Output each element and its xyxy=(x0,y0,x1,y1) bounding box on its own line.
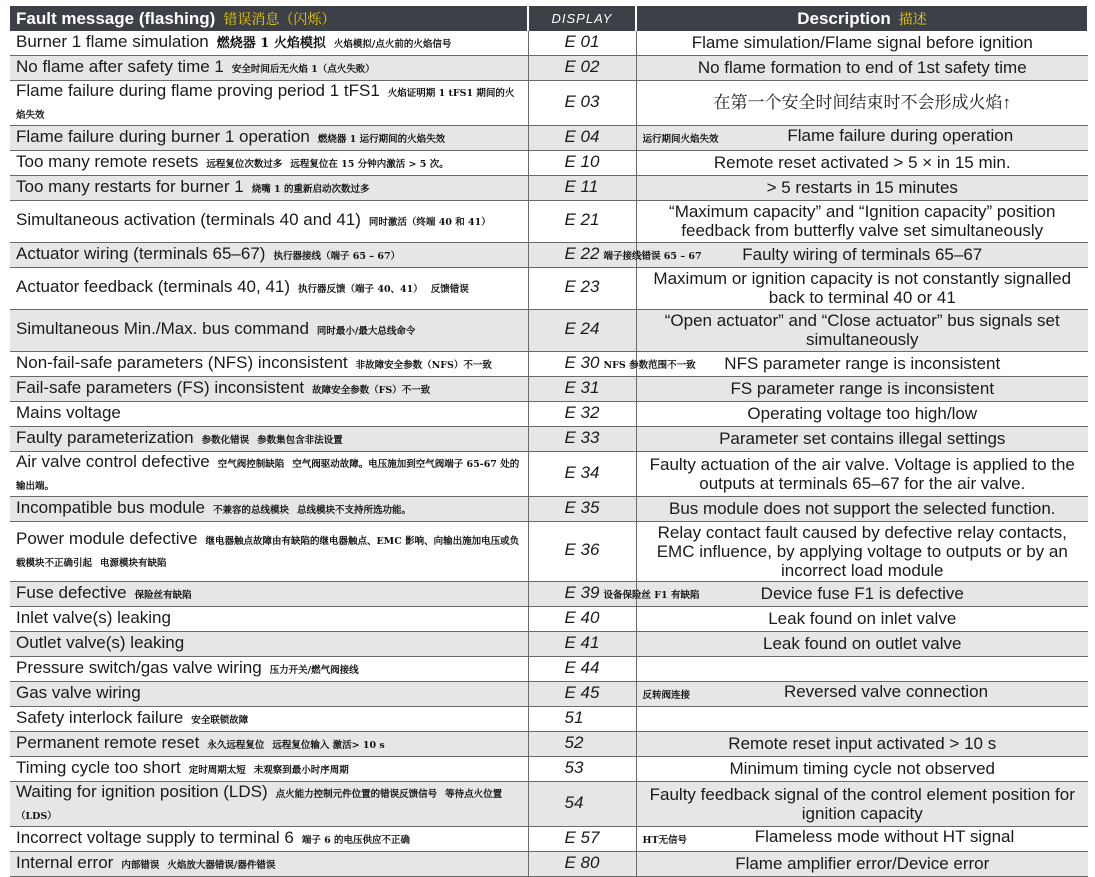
display-code: E 80 xyxy=(564,852,600,872)
table-row xyxy=(10,781,1088,826)
display-code-cell xyxy=(528,781,636,826)
fault-cell xyxy=(10,826,528,851)
display-code: E 04 xyxy=(564,126,600,146)
table-row xyxy=(10,125,1088,150)
table-row xyxy=(10,826,1088,851)
display-code: E 22 xyxy=(564,243,600,263)
fault-cell xyxy=(10,451,528,496)
display-code-cell xyxy=(528,631,636,656)
description-text: Flame failure during operation xyxy=(787,126,1014,145)
table-row xyxy=(10,175,1088,200)
description-cell xyxy=(636,200,1088,242)
table-row xyxy=(10,631,1088,656)
display-code: E 39 xyxy=(564,582,600,602)
description-cell xyxy=(636,242,1088,267)
description-cell xyxy=(636,756,1088,781)
table-row xyxy=(10,55,1088,80)
fault-note2-zh: 空气阀驱动故障。电压施加到空气阀端子 65-67 处的输出端。 xyxy=(16,458,520,492)
table-row xyxy=(10,309,1088,351)
description-text: FS parameter range is inconsistent xyxy=(730,379,995,398)
display-code: E 41 xyxy=(564,632,600,652)
fault-text: No flame after safety time 1 xyxy=(16,56,224,76)
display-code: E 40 xyxy=(564,607,600,627)
display-code-cell xyxy=(528,656,636,681)
fault-text: Pressure switch/gas valve wiring xyxy=(16,657,262,677)
description-text: Leak found on outlet valve xyxy=(763,634,962,653)
fault-text: Flame failure during burner 1 operation xyxy=(16,126,310,146)
display-code-cell xyxy=(528,351,696,376)
description-note-zh: HT无信号 xyxy=(642,835,688,846)
description-cell xyxy=(636,55,1088,80)
display-code-cell xyxy=(528,309,636,351)
fault-cell xyxy=(10,175,528,200)
fault-text: Incompatible bus module xyxy=(16,497,206,517)
display-code-cell xyxy=(528,401,636,426)
table-row xyxy=(10,150,1088,175)
fault-text: Too many restarts for burner 1 xyxy=(16,176,244,196)
description-cell xyxy=(636,731,1088,756)
table-row xyxy=(10,851,1088,876)
display-code: E 33 xyxy=(564,427,600,447)
description-cell xyxy=(636,826,1088,851)
table-row xyxy=(10,681,1088,706)
display-code-cell xyxy=(528,826,636,851)
fault-note2-zh: 总线模块不支持所选功能。 xyxy=(297,504,412,516)
description-text: Faulty actuation of the air valve. Voltage is applied to the outputs at terminals 65–67 for the air valve. xyxy=(649,454,1075,493)
display-code: E 03 xyxy=(564,91,600,111)
fault-text: Faulty parameterization xyxy=(16,427,194,447)
fault-text: Simultaneous activation (terminals 40 and 41) xyxy=(16,210,361,229)
description-cell xyxy=(636,631,1088,656)
fault-note-zh: 非故障安全参数（NFS）不一致 xyxy=(355,359,492,371)
description-cell xyxy=(636,309,1088,351)
display-code-cell xyxy=(528,521,636,581)
description-cell xyxy=(636,496,1088,521)
header-fault xyxy=(10,6,528,31)
fault-text: Safety interlock failure xyxy=(16,707,184,727)
fault-note-zh: 定时周期太短 xyxy=(188,764,246,776)
display-code-cell xyxy=(528,55,636,80)
header-fault-label: Fault message (flashing) xyxy=(16,8,216,28)
fault-note2-zh: 未观察到最小时序周期 xyxy=(253,764,349,776)
fault-cell xyxy=(10,150,528,175)
fault-note-zh: 保险丝有缺陷 xyxy=(134,589,192,601)
display-code-cell xyxy=(528,731,636,756)
display-code-cell xyxy=(528,175,636,200)
fault-note2-zh: 火焰放大器错误/器件错误 xyxy=(167,859,276,871)
display-code-cell xyxy=(528,496,636,521)
description-cell xyxy=(636,451,1088,496)
display-code: E 44 xyxy=(564,657,600,677)
display-code: E 35 xyxy=(564,497,600,517)
display-code: 54 xyxy=(564,792,584,812)
fault-text: Too many remote resets xyxy=(16,151,199,171)
display-code-cell xyxy=(528,451,636,496)
description-text: Minimum timing cycle not observed xyxy=(729,759,995,778)
fault-note-zh: 点火能力控制元件位置的错误反馈信号 xyxy=(275,788,438,800)
fault-note-zh: 执行器接线（端子 65 – 67） xyxy=(273,250,401,262)
fault-cell xyxy=(10,706,528,731)
display-code: E 45 xyxy=(564,682,600,702)
fault-text: Fuse defective xyxy=(16,582,127,602)
display-code-cell xyxy=(528,267,636,309)
fault-text: Gas valve wiring xyxy=(16,682,141,702)
fault-text: Internal error xyxy=(16,852,114,872)
description-text: 在第一个安全时间结束时不会形成火焰↑ xyxy=(713,93,1011,112)
display-code-cell xyxy=(528,125,636,150)
fault-cell xyxy=(10,200,528,242)
display-code-cell xyxy=(528,150,636,175)
display-code: E 34 xyxy=(564,462,600,482)
description-cell xyxy=(636,426,1088,451)
table-row xyxy=(10,496,1088,521)
table-row xyxy=(10,756,1088,781)
description-note-zh: 反转阀连接 xyxy=(642,690,691,701)
fault-note-zh: 燃烧器 1 运行期间的火焰失效 xyxy=(317,133,446,145)
description-text: Parameter set contains illegal settings xyxy=(719,429,1006,448)
fault-text: Air valve control defective xyxy=(16,451,210,471)
fault-note2-zh: 电源模块有缺陷 xyxy=(100,558,167,569)
display-code: E 10 xyxy=(564,151,600,171)
description-text: Flame simulation/Flame signal before ignition xyxy=(691,33,1033,53)
description-cell xyxy=(636,851,1088,876)
display-code-cell xyxy=(528,200,636,242)
display-code-cell xyxy=(528,376,636,401)
fault-text: Non-fail-safe parameters (NFS) inconsistent xyxy=(16,352,348,372)
fault-cell xyxy=(10,781,528,826)
header-fault-label-zh: 错误消息（闪烁） xyxy=(223,11,336,28)
description-text: Faulty feedback signal of the control element position for ignition capacity xyxy=(649,784,1075,823)
fault-text: Incorrect voltage supply to terminal 6 xyxy=(16,827,294,847)
fault-note-zh: 执行器反馈（端子 40、41） xyxy=(298,284,423,295)
description-cell xyxy=(636,267,1088,309)
description-cell xyxy=(636,175,1088,200)
table-row xyxy=(10,351,1088,376)
fault-note2-zh: 火焰模拟/点火前的火焰信号 xyxy=(333,38,452,50)
table-row xyxy=(10,451,1088,496)
fault-note-zh: 燃烧器 1 火焰模拟 xyxy=(216,35,326,51)
header-display: DISPLAY xyxy=(528,6,636,31)
code-note-zh: 设备保险丝 F1 有缺陷 xyxy=(603,589,700,601)
fault-cell xyxy=(10,631,528,656)
description-text: Reversed valve connection xyxy=(783,682,989,701)
fault-cell xyxy=(10,31,528,55)
table-row xyxy=(10,267,1088,309)
fault-note-zh: 同时最小/最大总线命令 xyxy=(316,326,416,337)
description-cell xyxy=(636,606,1088,631)
table-row xyxy=(10,200,1088,242)
fault-note2-zh: 远程复位在 15 分钟内激活 > 5 次。 xyxy=(290,158,449,170)
fault-text: Mains voltage xyxy=(16,402,121,422)
description-text: Maximum or ignition capacity is not constantly signalled back to terminal 40 or 41 xyxy=(653,269,1072,307)
fault-cell xyxy=(10,756,528,781)
header-description-label-zh: 描述 xyxy=(898,11,927,28)
display-code-cell xyxy=(528,706,636,731)
table-row xyxy=(10,31,1088,55)
description-text: Flameless mode without HT signal xyxy=(754,827,1015,846)
fault-text: Flame failure during flame proving period 1 tFS1 xyxy=(16,80,380,100)
display-code-cell xyxy=(528,426,636,451)
fault-cell xyxy=(10,55,528,80)
description-text: Faulty wiring of terminals 65–67 xyxy=(742,245,983,264)
table-row xyxy=(10,656,1088,681)
description-text: Flame amplifier error/Device error xyxy=(735,854,990,873)
fault-text: Outlet valve(s) leaking xyxy=(16,632,185,652)
fault-text: Actuator wiring (terminals 65–67) xyxy=(16,243,266,263)
description-cell xyxy=(636,80,1088,125)
description-cell xyxy=(636,681,1088,706)
description-text: Device fuse F1 is defective xyxy=(760,584,964,603)
fault-note2-zh: 等待点火位置（LDS） xyxy=(16,788,503,822)
table-row xyxy=(10,581,1088,606)
display-code: 52 xyxy=(564,732,584,752)
display-code: E 02 xyxy=(564,56,600,76)
description-text: > 5 restarts in 15 minutes xyxy=(766,178,958,197)
description-cell xyxy=(636,581,1088,606)
display-code: E 30 xyxy=(564,352,600,372)
fault-text: Timing cycle too short xyxy=(16,757,181,777)
fault-note-zh: 空气阀控制缺陷 xyxy=(217,458,285,470)
description-text: Operating voltage too high/low xyxy=(747,404,978,423)
table-row xyxy=(10,426,1088,451)
display-code-cell xyxy=(528,242,702,267)
table-row xyxy=(10,706,1088,731)
fault-note-zh: 继电器触点故障由有缺陷的继电器触点、EMC 影响、向输出施加电压或负载模块不正确引起 xyxy=(16,536,520,569)
description-cell xyxy=(636,401,1088,426)
fault-text: Permanent remote reset xyxy=(16,732,200,752)
description-cell xyxy=(636,31,1088,55)
description-note-zh: 运行期间火焰失效 xyxy=(642,134,719,145)
display-code: E 32 xyxy=(564,402,600,422)
display-code-cell xyxy=(528,851,636,876)
fault-note-zh: 火焰证明期 1 tFS1 期间的火焰失效 xyxy=(16,87,515,121)
display-code: E 01 xyxy=(564,31,600,51)
description-text: Relay contact fault caused by defective relay contacts, EMC influence, by applying voltage to outputs or by an incorrect load module xyxy=(656,522,1068,580)
table-row xyxy=(10,731,1088,756)
fault-note-zh: 内部错误 xyxy=(121,859,160,871)
fault-text: Inlet valve(s) leaking xyxy=(16,607,171,627)
fault-note-zh: 同时激活（终端 40 和 41） xyxy=(368,217,491,228)
fault-text: Simultaneous Min./Max. bus command xyxy=(16,319,309,338)
display-code-cell xyxy=(528,31,636,55)
display-code: E 23 xyxy=(564,277,600,296)
display-code-cell xyxy=(528,681,636,706)
table-row xyxy=(10,242,1088,267)
fault-note2-zh: 反馈错误 xyxy=(430,284,469,295)
fault-note-zh: 安全时间后无火焰 1（点火失败） xyxy=(231,63,375,75)
display-code: 51 xyxy=(564,707,584,727)
description-cell xyxy=(636,706,1088,731)
description-text: “Open actuator” and “Close actuator” bus signals set simultaneously xyxy=(664,311,1060,349)
description-cell xyxy=(636,376,1088,401)
fault-note-zh: 参数化错误 xyxy=(201,434,250,446)
display-code: E 31 xyxy=(564,377,600,397)
fault-cell xyxy=(10,731,528,756)
description-text: Leak found on inlet valve xyxy=(768,609,957,628)
fault-cell xyxy=(10,376,528,401)
fault-note2-zh: 参数集包含非法设置 xyxy=(257,434,343,446)
fault-note-zh: 烧嘴 1 的重新启动次数过多 xyxy=(251,183,370,195)
fault-note-zh: 永久远程复位 xyxy=(207,739,265,751)
fault-message-table xyxy=(10,6,1089,877)
description-cell xyxy=(636,656,1088,681)
display-code-cell xyxy=(528,756,636,781)
display-code: E 24 xyxy=(564,319,600,338)
description-cell xyxy=(636,125,1088,150)
description-text: NFS parameter range is inconsistent xyxy=(724,354,1001,373)
fault-cell xyxy=(10,242,528,267)
table-row xyxy=(10,401,1088,426)
fault-cell xyxy=(10,656,528,681)
fault-cell xyxy=(10,401,528,426)
display-code: E 36 xyxy=(564,540,600,559)
description-cell xyxy=(636,521,1088,581)
fault-note-zh: 不兼容的总线模块 xyxy=(213,504,290,516)
fault-cell xyxy=(10,606,528,631)
display-code-cell xyxy=(528,80,636,125)
description-text: No flame formation to end of 1st safety time xyxy=(697,58,1027,77)
fault-cell xyxy=(10,309,528,351)
fault-cell xyxy=(10,351,528,376)
description-text: Remote reset activated > 5 × in 15 min. xyxy=(713,153,1011,172)
description-text: “Maximum capacity” and “Ignition capacity” position feedback from butterfly valve set simultaneously xyxy=(669,202,1056,240)
table-row xyxy=(10,80,1088,125)
table-row xyxy=(10,521,1088,581)
display-code: 53 xyxy=(564,757,584,777)
fault-text: Fail-safe parameters (FS) inconsistent xyxy=(16,377,305,397)
fault-cell xyxy=(10,426,528,451)
code-note-zh: NFS 参数范围不一致 xyxy=(603,359,696,371)
description-text: Remote reset input activated > 10 s xyxy=(728,734,997,753)
description-cell xyxy=(636,781,1088,826)
fault-cell xyxy=(10,681,528,706)
fault-text: Burner 1 flame simulation xyxy=(16,31,209,51)
fault-note-zh: 远程复位次数过多 xyxy=(206,158,283,170)
fault-table-container xyxy=(10,6,1088,877)
header-description xyxy=(636,6,1088,31)
code-note-zh: 端子接线错误 65 – 67 xyxy=(603,250,702,262)
table-row xyxy=(10,376,1088,401)
fault-note2-zh: 远程复位输入 激活> 10 s xyxy=(272,739,385,751)
table-header-row xyxy=(10,6,1088,31)
display-code-cell xyxy=(528,606,636,631)
fault-cell xyxy=(10,581,528,606)
fault-note-zh: 端子 6 的电压供应不正确 xyxy=(301,834,411,846)
display-code: E 21 xyxy=(564,210,600,229)
fault-cell xyxy=(10,80,528,125)
fault-note-zh: 故障安全参数（FS）不一致 xyxy=(312,384,431,396)
description-cell xyxy=(636,150,1088,175)
display-code: E 57 xyxy=(564,827,600,847)
header-description-label: Description xyxy=(797,8,891,28)
fault-cell xyxy=(10,851,528,876)
fault-note-zh: 压力开关/燃气阀接线 xyxy=(269,664,359,676)
fault-cell xyxy=(10,125,528,150)
fault-text: Waiting for ignition position (LDS) xyxy=(16,781,268,801)
display-code: E 11 xyxy=(564,176,599,196)
fault-cell xyxy=(10,267,528,309)
fault-note-zh: 安全联锁故障 xyxy=(191,714,249,726)
table-row xyxy=(10,606,1088,631)
description-text: Bus module does not support the selected function. xyxy=(668,499,1056,518)
display-code-cell xyxy=(528,581,700,606)
description-cell xyxy=(636,351,1088,376)
fault-cell xyxy=(10,496,528,521)
fault-text: Actuator feedback (terminals 40, 41) xyxy=(16,277,291,296)
fault-text: Power module defective xyxy=(16,529,198,548)
fault-cell xyxy=(10,521,528,581)
